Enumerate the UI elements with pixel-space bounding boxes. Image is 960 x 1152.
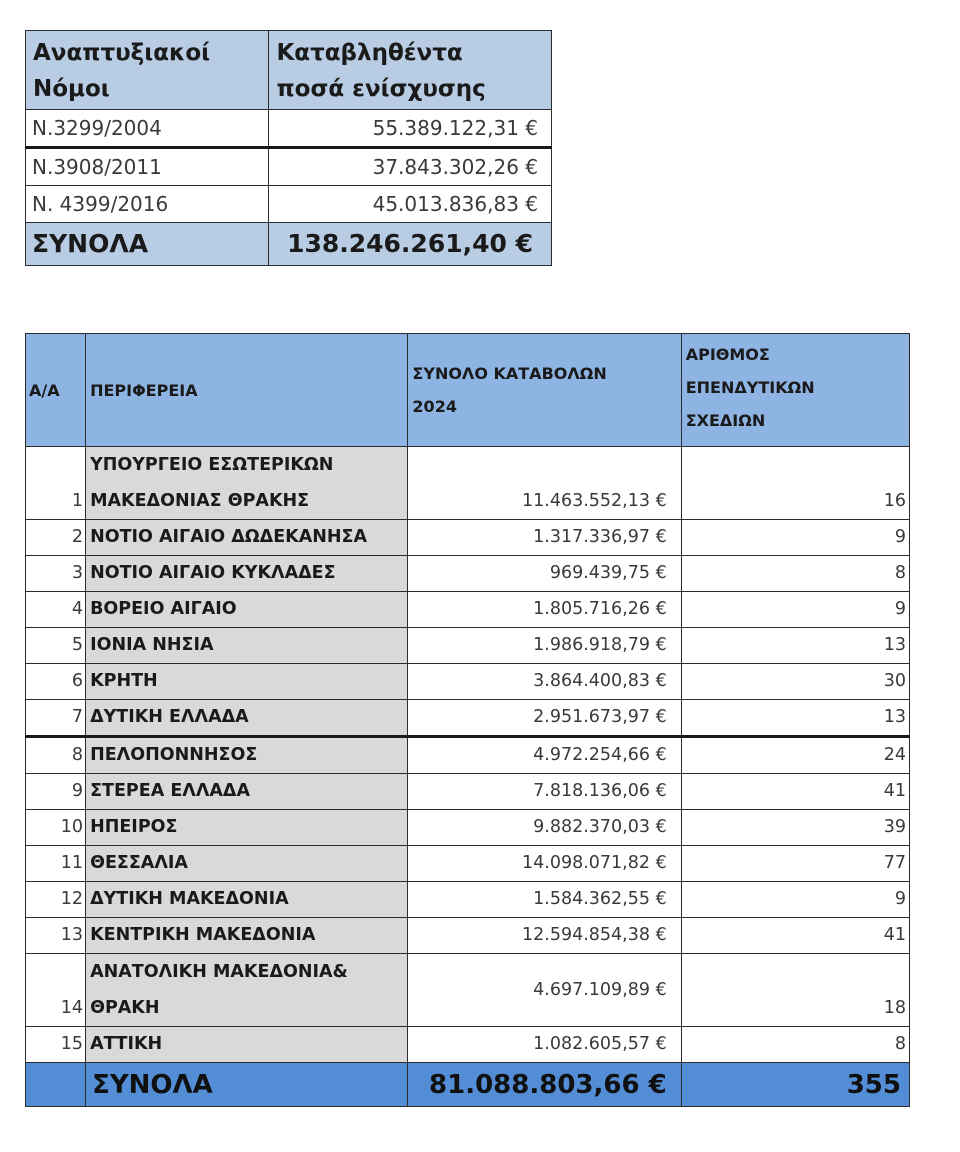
plans-cell: 9 bbox=[681, 592, 909, 628]
row-number: 4 bbox=[26, 592, 86, 628]
header-text: ΣΧΕΔΙΩΝ bbox=[685, 411, 766, 430]
header-region: ΠΕΡΙΦΕΡΕΙΑ bbox=[86, 334, 408, 447]
region-text: ΜΑΚΕΔΟΝΙΑΣ ΘΡΑΚΗΣ bbox=[90, 491, 310, 511]
region-cell: ΝΟΤΙΟ ΑΙΓΑΙΟ ΚΥΚΛΑΔΕΣ bbox=[86, 556, 408, 592]
amount-cell: 1.317.336,97 € bbox=[408, 520, 681, 556]
region-cell: ΣΤΕΡΕΑ ΕΛΛΑΔΑ bbox=[86, 774, 408, 810]
region-cell: ΔΥΤΙΚΗ ΕΛΛΑΔΑ bbox=[86, 700, 408, 737]
law-cell: Ν. 4399/2016 bbox=[26, 186, 269, 223]
table-row bbox=[26, 110, 552, 148]
row-number: 14 bbox=[26, 954, 86, 1027]
table-row bbox=[26, 954, 910, 1027]
row-number: 10 bbox=[26, 810, 86, 846]
table-row bbox=[26, 556, 910, 592]
amount-cell: 12.594.854,38 € bbox=[408, 918, 681, 954]
totals-amount: 81.088.803,66 € bbox=[408, 1063, 681, 1107]
table-row bbox=[26, 447, 910, 520]
table-row bbox=[26, 700, 910, 737]
region-cell bbox=[86, 954, 408, 1027]
plans-cell: 41 bbox=[681, 918, 909, 954]
amount-cell: 11.463.552,13 € bbox=[408, 447, 681, 520]
region-cell: ΚΕΝΤΡΙΚΗ ΜΑΚΕΔΟΝΙΑ bbox=[86, 918, 408, 954]
row-number: 13 bbox=[26, 918, 86, 954]
plans-cell: 39 bbox=[681, 810, 909, 846]
amount-cell: 3.864.400,83 € bbox=[408, 664, 681, 700]
region-text: ΘΡΑΚΗ bbox=[90, 998, 160, 1018]
region-text: ΑΝΑΤΟΛΙΚΗ ΜΑΚΕΔΟΝΙΑ& bbox=[90, 962, 348, 982]
table-row bbox=[26, 628, 910, 664]
totals-row bbox=[26, 1063, 910, 1107]
amount-cell: 1.986.918,79 € bbox=[408, 628, 681, 664]
region-cell: ΘΕΣΣΑΛΙΑ bbox=[86, 846, 408, 882]
region-cell: ΚΡΗΤΗ bbox=[86, 664, 408, 700]
header-laws bbox=[26, 31, 269, 110]
header-aa: Α/Α bbox=[26, 334, 86, 447]
header-text: ποσά ενίσχυσης bbox=[276, 76, 486, 102]
region-cell: ΙΟΝΙΑ ΝΗΣΙΑ bbox=[86, 628, 408, 664]
amount-cell: 1.082.605,57 € bbox=[408, 1027, 681, 1063]
plans-cell: 13 bbox=[681, 628, 909, 664]
plans-cell: 13 bbox=[681, 700, 909, 737]
plans-cell: 16 bbox=[681, 447, 909, 520]
totals-empty-cell bbox=[26, 1063, 86, 1107]
row-number: 12 bbox=[26, 882, 86, 918]
table-row bbox=[26, 520, 910, 556]
row-number: 5 bbox=[26, 628, 86, 664]
header-payments bbox=[408, 334, 681, 447]
amount-cell: 37.843.302,26 € bbox=[269, 148, 552, 186]
table-row bbox=[26, 882, 910, 918]
header-plans bbox=[681, 334, 909, 447]
amount-cell: 4.972.254,66 € bbox=[408, 737, 681, 774]
amount-cell: 969.439,75 € bbox=[408, 556, 681, 592]
header-text: ΑΡΙΘΜΟΣ bbox=[685, 345, 770, 364]
table-row bbox=[26, 148, 552, 186]
header-text: Καταβληθέντα bbox=[276, 40, 463, 66]
plans-cell: 8 bbox=[681, 556, 909, 592]
table-row bbox=[26, 592, 910, 628]
totals-row bbox=[26, 223, 552, 266]
region-cell: ΒΟΡΕΙΟ ΑΙΓΑΙΟ bbox=[86, 592, 408, 628]
plans-cell: 41 bbox=[681, 774, 909, 810]
table-row bbox=[26, 846, 910, 882]
totals-label: ΣΥΝΟΛΑ bbox=[26, 223, 269, 266]
regions-table-header bbox=[26, 334, 910, 447]
regions-table bbox=[25, 333, 910, 1107]
row-number: 2 bbox=[26, 520, 86, 556]
table-row bbox=[26, 918, 910, 954]
header-text: Αναπτυξιακοί bbox=[33, 40, 211, 66]
region-cell: ΗΠΕΙΡΟΣ bbox=[86, 810, 408, 846]
laws-table-header bbox=[26, 31, 552, 110]
plans-cell: 8 bbox=[681, 1027, 909, 1063]
amount-cell: 55.389.122,31 € bbox=[269, 110, 552, 148]
row-number: 3 bbox=[26, 556, 86, 592]
region-text: ΥΠΟΥΡΓΕΙΟ ΕΣΩΤΕΡΙΚΩΝ bbox=[90, 455, 334, 475]
header-text: ΕΠΕΝΔΥΤΙΚΩΝ bbox=[685, 378, 815, 397]
amount-cell: 9.882.370,03 € bbox=[408, 810, 681, 846]
header-text: ΣΥΝΟΛΟ ΚΑΤΑΒΟΛΩΝ bbox=[412, 364, 607, 383]
table-row bbox=[26, 1027, 910, 1063]
row-number: 1 bbox=[26, 447, 86, 520]
amount-cell: 1.584.362,55 € bbox=[408, 882, 681, 918]
table-row bbox=[26, 664, 910, 700]
laws-table bbox=[25, 30, 552, 266]
amount-cell: 14.098.071,82 € bbox=[408, 846, 681, 882]
row-number: 9 bbox=[26, 774, 86, 810]
table-row bbox=[26, 737, 910, 774]
region-cell: ΝΟΤΙΟ ΑΙΓΑΙΟ ΔΩΔΕΚΑΝΗΣΑ bbox=[86, 520, 408, 556]
amount-cell: 1.805.716,26 € bbox=[408, 592, 681, 628]
header-amount-paid bbox=[269, 31, 552, 110]
plans-cell: 9 bbox=[681, 882, 909, 918]
amount-cell: 2.951.673,97 € bbox=[408, 700, 681, 737]
region-cell: ΠΕΛΟΠΟΝΝΗΣΟΣ bbox=[86, 737, 408, 774]
plans-cell: 77 bbox=[681, 846, 909, 882]
law-cell: Ν.3299/2004 bbox=[26, 110, 269, 148]
plans-cell: 18 bbox=[681, 954, 909, 1027]
row-number: 15 bbox=[26, 1027, 86, 1063]
plans-cell: 24 bbox=[681, 737, 909, 774]
law-cell: Ν.3908/2011 bbox=[26, 148, 269, 186]
plans-cell: 30 bbox=[681, 664, 909, 700]
row-number: 11 bbox=[26, 846, 86, 882]
totals-plans: 355 bbox=[681, 1063, 909, 1107]
header-text: Νόμοι bbox=[33, 76, 110, 102]
table-row bbox=[26, 774, 910, 810]
totals-label: ΣΥΝΟΛΑ bbox=[86, 1063, 408, 1107]
table-row bbox=[26, 810, 910, 846]
amount-cell: 7.818.136,06 € bbox=[408, 774, 681, 810]
amount-cell: 4.697.109,89 € bbox=[408, 954, 681, 1027]
plans-cell: 9 bbox=[681, 520, 909, 556]
region-cell bbox=[86, 447, 408, 520]
header-text: 2024 bbox=[412, 397, 457, 416]
table-row bbox=[26, 186, 552, 223]
row-number: 7 bbox=[26, 700, 86, 737]
region-cell: ΑΤΤΙΚΗ bbox=[86, 1027, 408, 1063]
amount-cell: 45.013.836,83 € bbox=[269, 186, 552, 223]
region-cell: ΔΥΤΙΚΗ ΜΑΚΕΔΟΝΙΑ bbox=[86, 882, 408, 918]
totals-amount: 138.246.261,40 € bbox=[269, 223, 552, 266]
row-number: 8 bbox=[26, 737, 86, 774]
row-number: 6 bbox=[26, 664, 86, 700]
